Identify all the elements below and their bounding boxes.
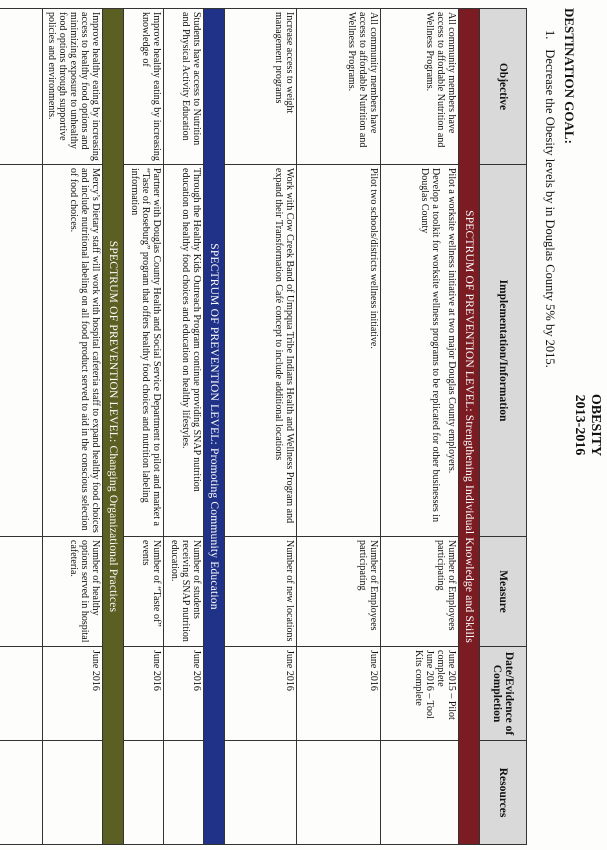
goal-text: Decrease the Obesity levels by in Douglas County 5% by 2015. bbox=[543, 49, 557, 368]
cell-resources bbox=[124, 741, 164, 845]
cell-implementation: Through the Healthy Kids Outreach Program continue providing SNAP nutrition education on healthy food choices and education on healthy lifestyles. bbox=[164, 165, 204, 537]
cell-objective: Students have access to Nutrition and Physical Activity Education bbox=[164, 9, 204, 165]
cell-measure: Number of Employees participating bbox=[297, 537, 381, 647]
cell-date: June 2016 bbox=[43, 647, 103, 741]
cell-implementation: Mercy’s Dietary staff will work with hospital cafeteria staff to expand healthy food choices and include nutritional labeling on all food product served to aid in the conscious selection of food choices. bbox=[43, 165, 103, 537]
cell-measure bbox=[0, 537, 43, 647]
header-measure: Measure bbox=[480, 537, 527, 647]
cell-implementation: Partner with Douglas County Health and Social Service Department to pilot and market a “Taste of Roseburg” program that offers healthy food choices and nutrition labeling information bbox=[124, 165, 164, 537]
cell-measure: Number of healthy options served in hospital cafeteria. bbox=[43, 537, 103, 647]
cell-objective bbox=[0, 9, 43, 165]
cell-date: June 2016 bbox=[124, 647, 164, 741]
section-band bbox=[459, 9, 480, 845]
cell-resources bbox=[297, 741, 381, 845]
table-row bbox=[381, 9, 459, 845]
cell-implementation bbox=[0, 165, 43, 537]
cell-resources bbox=[0, 741, 43, 845]
section-band bbox=[204, 9, 225, 845]
cell-objective: Improve healthy eating by increasing access to healthy food options and minimizing exposure to unhealthy food options through supportive policies and environments. bbox=[43, 9, 103, 165]
goal-number: 1. bbox=[543, 30, 557, 40]
section-band-label: SPECTRUM OF PREVENTION LEVEL: Strengthening Individual Knowledge and Skills bbox=[459, 9, 480, 845]
cell-implementation bbox=[381, 165, 459, 537]
header-resources: Resources bbox=[480, 741, 527, 845]
cell-date bbox=[381, 647, 459, 741]
date-text-2: June 2016 – Tool Kits complete bbox=[413, 650, 435, 719]
cell-date bbox=[0, 647, 43, 741]
cell-resources bbox=[225, 741, 297, 845]
implementation-text-2: Develop a toolkit for worksite wellness programs to be replicated for other businesses in Douglas County bbox=[419, 168, 441, 523]
cell-resources bbox=[43, 741, 103, 845]
cell-objective: All community members have access to affordable Nutrition and Wellness Programs. bbox=[381, 9, 459, 165]
table-row bbox=[164, 9, 204, 845]
goal-item bbox=[542, 30, 557, 368]
cell-implementation: Work with Cow Creek Band of Umpqua Tribe Indians Health and Wellness Program and expand their Transformation Café concept to include additional locations bbox=[225, 165, 297, 537]
page-title: OBESITY bbox=[588, 393, 603, 457]
cell-date: June 2016 bbox=[297, 647, 381, 741]
cell-resources bbox=[164, 741, 204, 845]
cell-objective: All community members have access to affordable Nutrition and Wellness Programs. bbox=[297, 9, 381, 165]
header-implementation: Implementation/Information bbox=[480, 165, 527, 537]
header-objective: Objective bbox=[480, 9, 527, 165]
cell-objective: Increase access to weight management programs bbox=[225, 9, 297, 165]
header-row bbox=[480, 9, 527, 845]
header-date: Date/Evidence of Completion bbox=[480, 647, 527, 741]
date-text: June 2015 – Pilot complete bbox=[435, 650, 457, 720]
section-band-label: SPECTRUM OF PREVENTION LEVEL: Changing Organizational Practices bbox=[103, 9, 124, 845]
section-band-label: SPECTRUM OF PREVENTION LEVEL: Promoting Community Education bbox=[204, 9, 225, 845]
cell-objective: Improve healthy eating by increasing knowledge of bbox=[124, 9, 164, 165]
plan-table bbox=[0, 8, 527, 845]
table-row bbox=[124, 9, 164, 845]
cell-implementation: Pilot two schools/districts wellness initiative. bbox=[297, 165, 381, 537]
table-row bbox=[43, 9, 103, 845]
section-band bbox=[103, 9, 124, 845]
cell-date: June 2016 bbox=[164, 647, 204, 741]
implementation-text: Pilot a worksite wellness initiative at two major Douglas County employers. bbox=[446, 168, 457, 474]
cell-date: June 2016 bbox=[225, 647, 297, 741]
cell-measure: Number of students receiving SNAP nutrition education. bbox=[164, 537, 204, 647]
cell-measure: Number of “Taste of” events bbox=[124, 537, 164, 647]
table-row bbox=[225, 9, 297, 845]
destination-goal-label: DESTINATION GOAL: bbox=[562, 8, 577, 144]
cell-resources bbox=[381, 741, 459, 845]
table-row bbox=[0, 9, 43, 845]
table-row bbox=[297, 9, 381, 845]
cell-measure: Number of new locations bbox=[225, 537, 297, 647]
cell-measure: Number of Employees participating bbox=[381, 537, 459, 647]
page-years: 2013-2016 bbox=[572, 394, 587, 456]
